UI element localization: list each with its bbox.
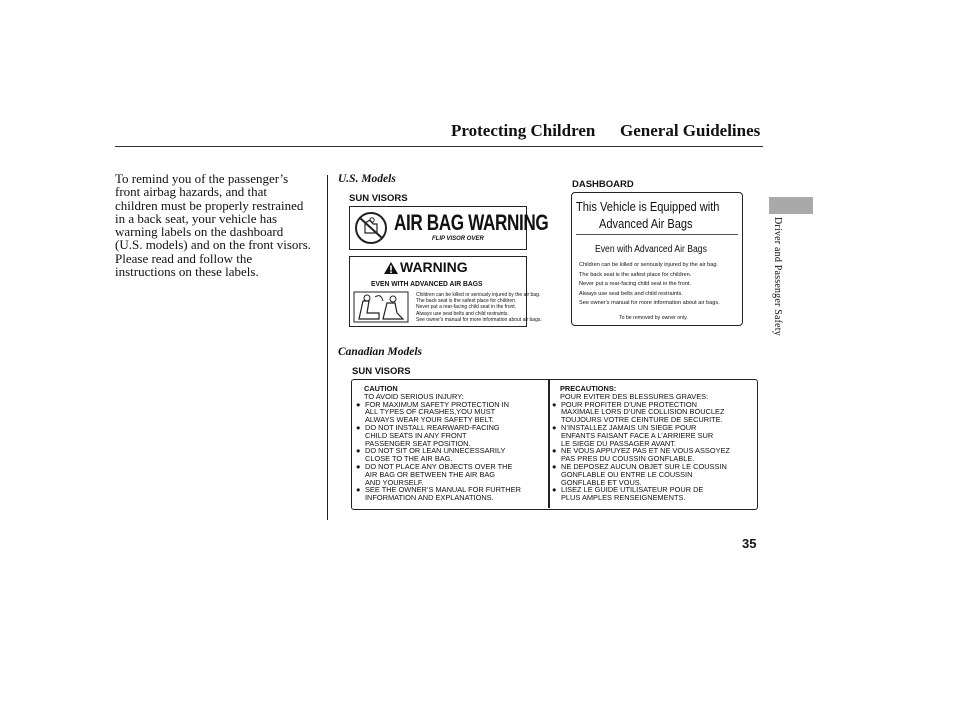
- warning-line: Children can be killed or seriously injured by the air bag.: [416, 292, 541, 298]
- caution-heading: CAUTION: [364, 384, 398, 393]
- intro-paragraph: [115, 172, 325, 278]
- caution-item-cont: CHILD SEATS IN ANY FRONT: [365, 430, 467, 440]
- airbag-warning-title: AIR BAG WARNING: [394, 210, 549, 235]
- intro-line: (U.S. models) and on the front visors.: [115, 237, 312, 253]
- caution-column-divider: [548, 380, 550, 508]
- subsection-title: General Guidelines: [620, 121, 761, 140]
- warning-line: Never put a rear-facing child seat in the front.: [416, 304, 517, 311]
- warning-title: WARNING: [400, 259, 468, 275]
- dashboard-line: Always use seat belts and child restraints.: [579, 290, 683, 297]
- intro-line: warning labels on the dashboard: [115, 224, 284, 240]
- precautions-item-cont: TOUJOURS VOTRE CEINTURE DE SECURITE.: [561, 415, 723, 425]
- precautions-item-cont: GONFLABLE OU ENTRE LE COUSSIN: [561, 469, 693, 479]
- precautions-item-cont: PAS PRES DU COUSSIN GONFLABLE.: [561, 454, 695, 464]
- dashboard-advanced-airbag-label: [571, 192, 743, 326]
- warning-subtitle: EVEN WITH ADVANCED AIR BAGS: [371, 279, 483, 288]
- dashboard-title-line2: Advanced Air Bags: [599, 216, 693, 231]
- canadian-models-heading: Canadian Models: [338, 346, 423, 358]
- dashboard-line: The back seat is the safest place for children.: [579, 271, 692, 278]
- precautions-intro: POUR EVITER DES BLESSURES GRAVES:: [560, 391, 709, 401]
- canadian-sun-visors-label: SUN VISORS: [352, 366, 411, 377]
- caution-item-cont: PASSENGER SEAT POSITION.: [365, 438, 471, 448]
- dashboard-line: See owner's manual for more information about air bags.: [579, 300, 720, 307]
- caution-item: ● DO NOT SIT OR LEAN UNNECESSARILY: [356, 446, 506, 456]
- no-child-seat-icon: [353, 211, 389, 250]
- caution-item-cont: AIR BAG OR BETWEEN THE AIR BAG: [365, 469, 496, 479]
- precautions-item-cont: PLUS AMPLES RENSEIGNEMENTS.: [561, 493, 686, 503]
- precautions-heading: PRECAUTIONS:: [560, 384, 617, 393]
- warning-line: See owner's manual for more information about air bags.: [416, 316, 542, 323]
- precautions-item: ● NE DEPOSEZ AUCUN OBJET SUR LE COUSSIN: [552, 461, 727, 471]
- header-rule: [115, 146, 763, 147]
- caution-item-cont: AND YOURSELF.: [365, 477, 424, 487]
- warning-triangle-icon: [384, 261, 398, 279]
- dashboard-label: DASHBOARD: [572, 179, 634, 190]
- precautions-item: ● N’INSTALLEZ JAMAIS UN SIEGE POUR: [552, 422, 697, 432]
- section-title: Protecting Children: [451, 121, 596, 140]
- chapter-side-text: Driver and Passenger Safety: [772, 217, 783, 336]
- precautions-item: ● NE VOUS APPUYEZ PAS ET NE VOUS ASSOYEZ: [552, 446, 730, 456]
- caution-english: [356, 385, 521, 502]
- precautions-item: ● LISEZ LE GUIDE UTILISATEUR POUR DE: [552, 485, 704, 495]
- caution-item: ● FOR MAXIMUM SAFETY PROTECTION IN: [356, 399, 509, 409]
- dashboard-subtitle: Even with Advanced Air Bags: [595, 244, 707, 255]
- airbag-warning-visor-label: [349, 206, 549, 250]
- flip-visor-text: FLIP VISOR OVER: [432, 236, 484, 242]
- chapter-side-tab: [769, 197, 813, 214]
- intro-line: instructions on these labels.: [115, 264, 259, 280]
- warning-lines: [416, 292, 542, 323]
- intro-line: in a back seat, your vehicle has: [115, 210, 278, 226]
- caution-item-cont: INFORMATION AND EXPLANATIONS.: [365, 493, 494, 503]
- precautions-item-cont: MAXIMALE LORS D’UNE COLLISION BOUCLEZ: [561, 407, 725, 417]
- warning-line: The back seat is the safest place for children.: [416, 298, 517, 305]
- dashboard-title-line1: This Vehicle is Equipped with: [576, 199, 720, 214]
- caution-item-cont: ALL TYPES OF CRASHES,YOU MUST: [365, 407, 496, 417]
- warning-visor-label: [349, 256, 542, 327]
- column-divider: [327, 175, 328, 520]
- intro-line: Please read and follow the: [115, 250, 253, 266]
- child-seat-airbag-icon: [353, 291, 409, 328]
- canadian-caution-label: [351, 379, 758, 510]
- caution-item: ● DO NOT INSTALL REARWARD-FACING: [356, 422, 500, 432]
- intro-line: To remind you of the passenger’s: [115, 171, 289, 186]
- caution-item-cont: ALWAYS WEAR YOUR SAFETY BELT.: [365, 415, 494, 425]
- dashboard-line: Children can be killed or seriously injured by the air bag.: [579, 262, 718, 268]
- intro-line: children must be properly restrained: [115, 197, 304, 213]
- precautions-item: ● POUR PROFITER D’UNE PROTECTION: [552, 399, 697, 409]
- page-number: 35: [742, 536, 757, 551]
- precautions-item-cont: LE SIEGE DU PASSAGER AVANT.: [561, 438, 676, 448]
- caution-item-cont: CLOSE TO THE AIR BAG.: [365, 454, 453, 464]
- dashboard-line: Never put a rear-facing child seat in the front.: [579, 281, 691, 288]
- caution-french: [552, 385, 730, 502]
- caution-item: ● SEE THE OWNER’S MANUAL FOR FURTHER: [356, 485, 521, 495]
- caution-item: ● DO NOT PLACE ANY OBJECTS OVER THE: [356, 461, 513, 471]
- precautions-item-cont: ENFANTS FAISANT FACE A L’ARRIERE SUR: [561, 430, 714, 440]
- us-sun-visors-label: SUN VISORS: [349, 193, 408, 204]
- precautions-item-cont: GONFLABLE ET VOUS.: [561, 477, 642, 487]
- dashboard-lines: [579, 261, 720, 309]
- warning-line: Always use seat belts and child restraints.: [416, 310, 509, 317]
- caution-intro: TO AVOID SERIOUS INJURY:: [364, 391, 464, 401]
- intro-line: front airbag hazards, and that: [115, 184, 267, 200]
- dashboard-footer: To be removed by owner only.: [619, 315, 688, 321]
- us-models-heading: U.S. Models: [338, 173, 396, 185]
